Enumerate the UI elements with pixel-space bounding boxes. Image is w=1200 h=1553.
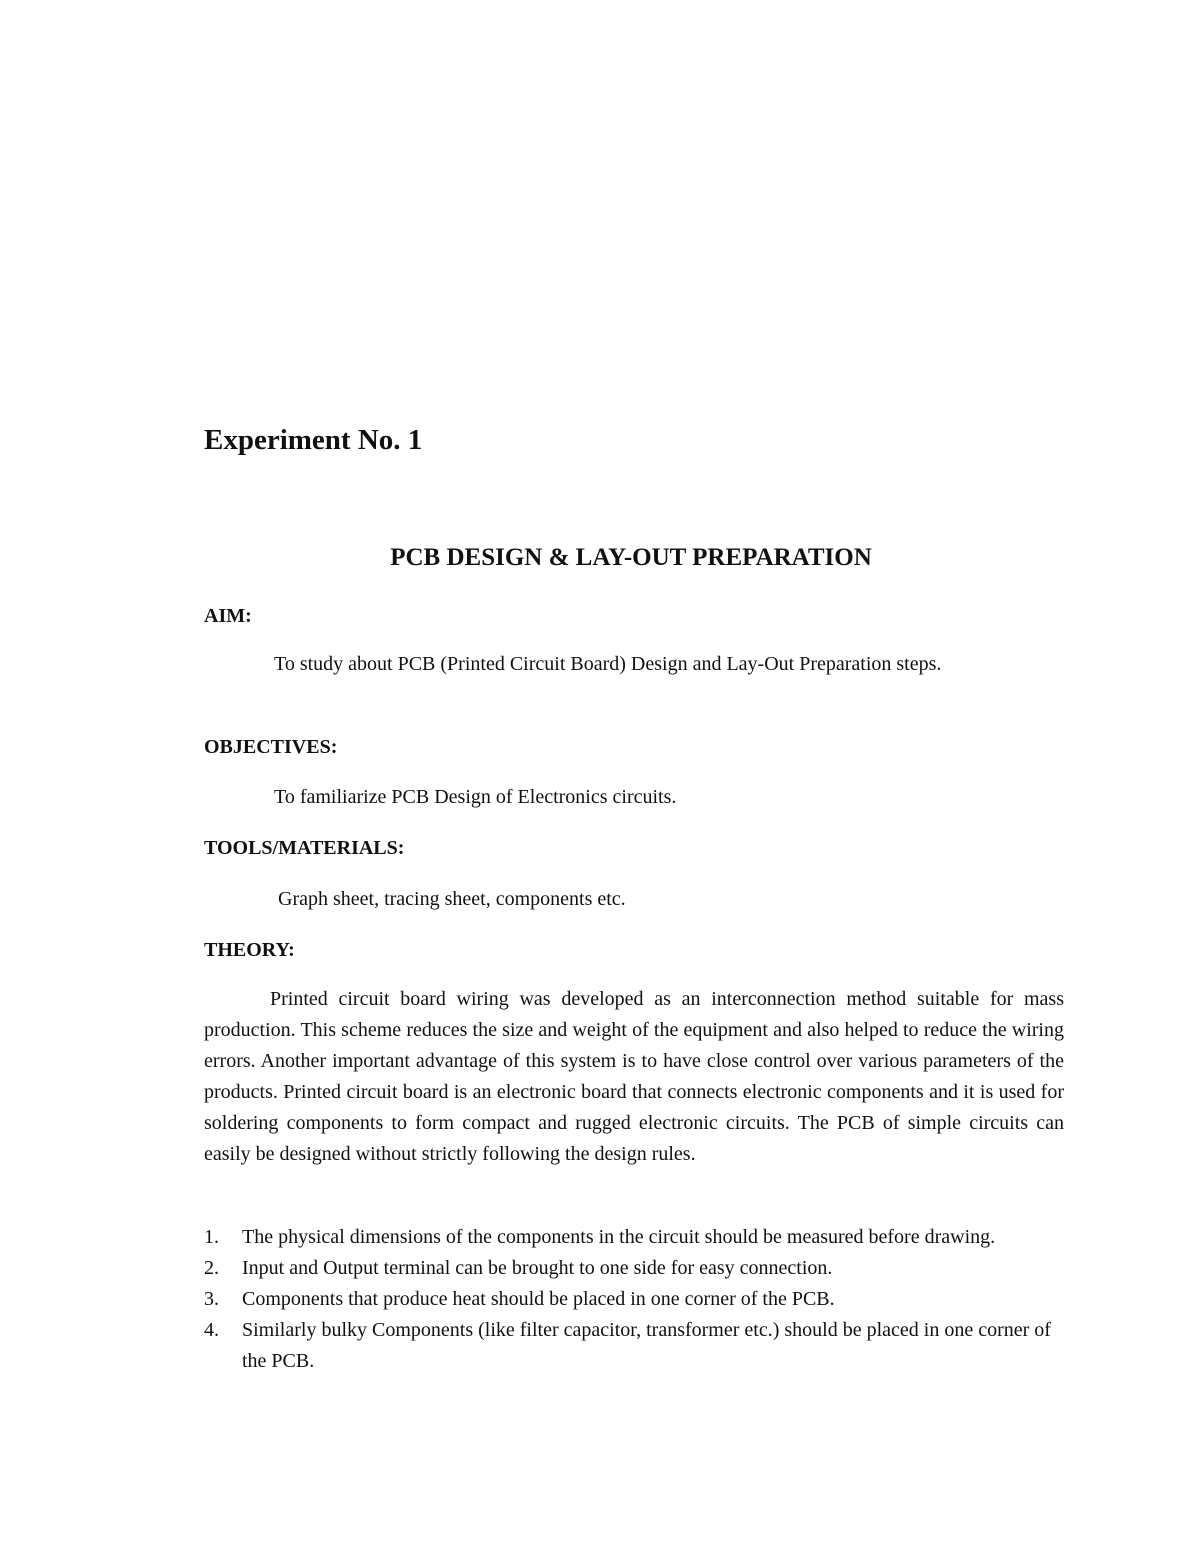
theory-heading: THEORY: [204, 939, 295, 961]
list-item-number: 3. [204, 1288, 219, 1310]
list-item-text: Components that produce heat should be placed in one corner of the PCB. [242, 1288, 835, 1310]
list-item [204, 1253, 1064, 1284]
list-item-text: Input and Output terminal can be brought to one side for easy connection. [242, 1257, 833, 1279]
design-rules-list [204, 1222, 1064, 1377]
tools-text: Graph sheet, tracing sheet, components etc. [278, 888, 626, 910]
list-item [204, 1315, 1064, 1377]
list-item-text: The physical dimensions of the components in the circuit should be measured before drawing. [242, 1226, 996, 1248]
experiment-title: Experiment No. 1 [204, 424, 423, 456]
objectives-text: To familiarize PCB Design of Electronics circuits. [274, 786, 677, 808]
objectives-heading: OBJECTIVES: [204, 736, 338, 758]
list-item [204, 1222, 1064, 1253]
list-item-number: 2. [204, 1257, 219, 1279]
list-item-number: 4. [204, 1319, 219, 1341]
aim-heading: AIM: [204, 605, 252, 627]
list-item [204, 1284, 1064, 1315]
aim-text: To study about PCB (Printed Circuit Board) Design and Lay-Out Preparation steps. [274, 653, 942, 675]
main-title: PCB DESIGN & LAY-OUT PREPARATION [390, 544, 872, 571]
list-item-text: Similarly bulky Components (like filter capacitor, transformer etc.) should be placed in one corner of the PCB. [242, 1319, 1051, 1372]
tools-heading: TOOLS/MATERIALS: [204, 837, 405, 859]
theory-text: Printed circuit board wiring was developed as an interconnection method suitable for mass production. This scheme reduces the size and weight of the equipment and also helped to reduce the wiring errors. Another important advantage of this system is to have close control over various parameters of the products. Printed circuit board is an electronic board that connects electronic components and it is used for soldering components to form compact and rugged electronic circuits. The PCB of simple circuits can easily be designed without strictly following the design rules. [204, 988, 1064, 1165]
list-item-number: 1. [204, 1226, 219, 1248]
